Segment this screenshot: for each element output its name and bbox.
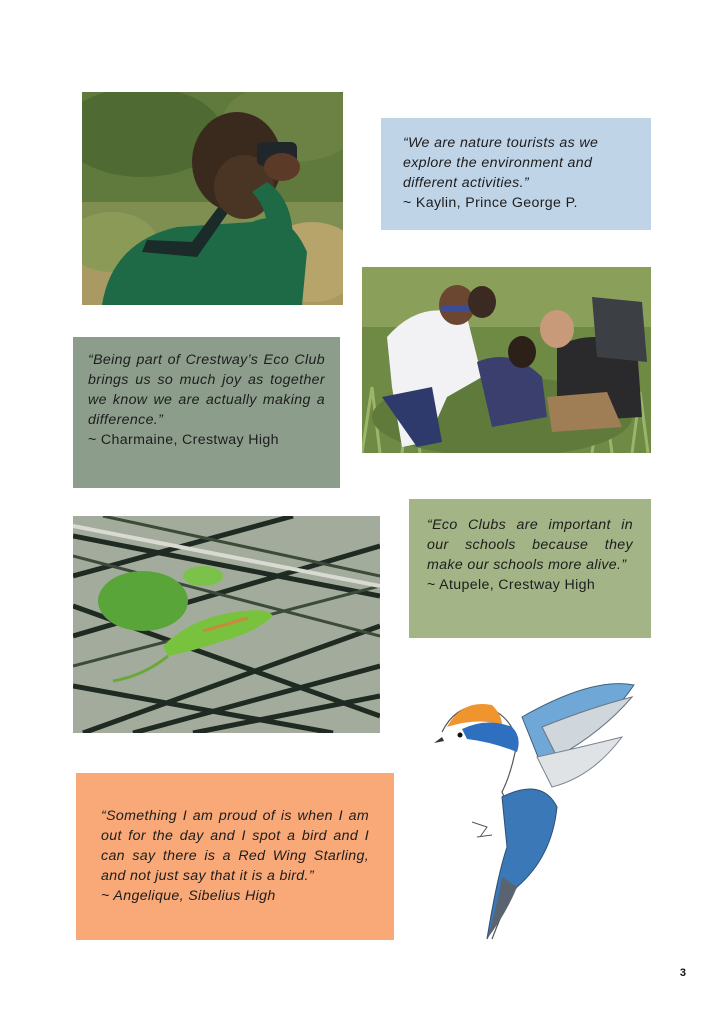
photo-group-in-grass [362,267,651,453]
quote-author: ~ Angelique, Sibelius High [101,888,276,904]
page-number: 3 [679,967,686,979]
quote-author: ~ Charmaine, Crestway High [88,432,279,448]
quote-card-kaylin [381,118,651,230]
quote-card-angelique [76,773,394,940]
quote-text: “Being part of Crestway’s Eco Club brings us so much joy as together we know we are actually making a difference.” [88,352,325,428]
quote-card-charmaine [73,337,340,488]
quote-card-atupele [409,499,651,638]
quote-text: “Eco Clubs are important in our schools because they make our schools more alive.” [427,517,633,573]
photo-child-binoculars [82,92,343,305]
quote-text: “We are nature tourists as we explore the environment and different activities.” [403,135,599,191]
quote-text: “Something I am proud of is when I am out for the day and I spot a bird and I can say there is a Red Wing Starling, and not just say that it is a bird.” [101,808,369,884]
quote-author: ~ Kaylin, Prince George P. [403,195,578,211]
photo-chameleon [73,516,380,733]
bird-drawing-red-wing-starling [432,677,638,945]
quote-author: ~ Atupele, Crestway High [427,577,596,593]
